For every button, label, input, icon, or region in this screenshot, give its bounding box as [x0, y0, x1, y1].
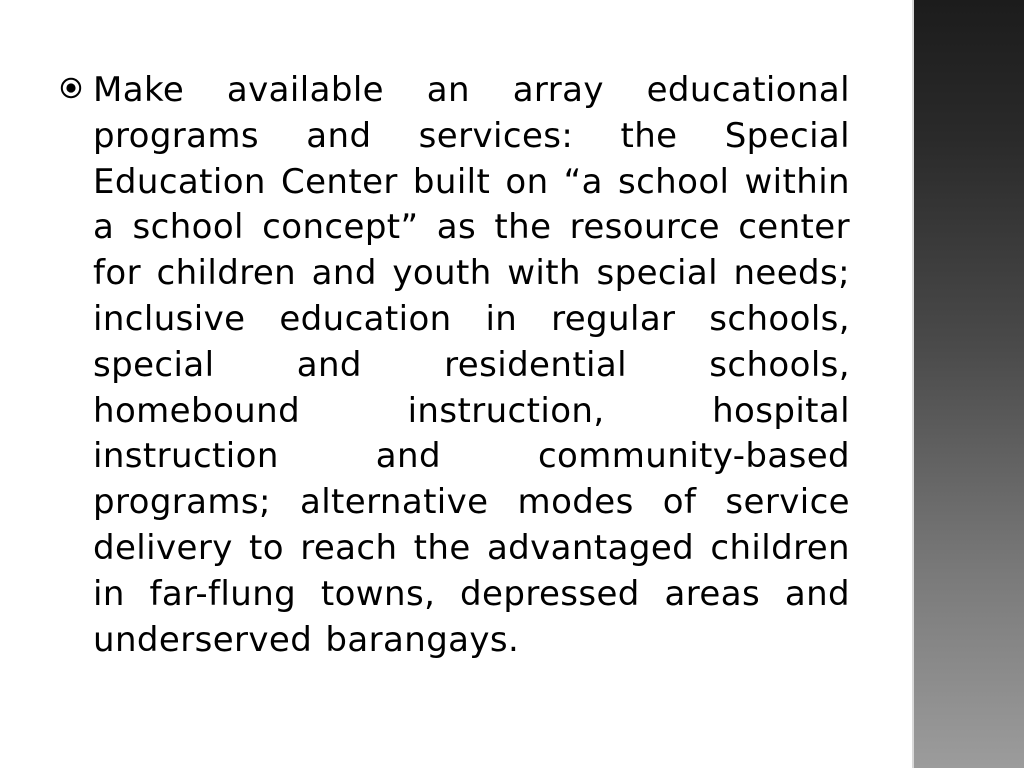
decorative-side-panel	[912, 0, 1024, 768]
bullet-text: Make available an array educational programs and services: the Special Education Center built on “a school within a school concept” as the resource center for children and youth with special needs; inclusive education in regular schools, special and residential schools, homebound instruction, hospital instruction and community-based programs; alternative modes of service delivery to reach the advantaged children in far-flung towns, depressed areas and underserved barangays.	[93, 70, 850, 660]
slide-content	[60, 68, 850, 663]
circled-dot-bullet-icon	[60, 77, 82, 99]
bullet-item	[60, 68, 850, 663]
